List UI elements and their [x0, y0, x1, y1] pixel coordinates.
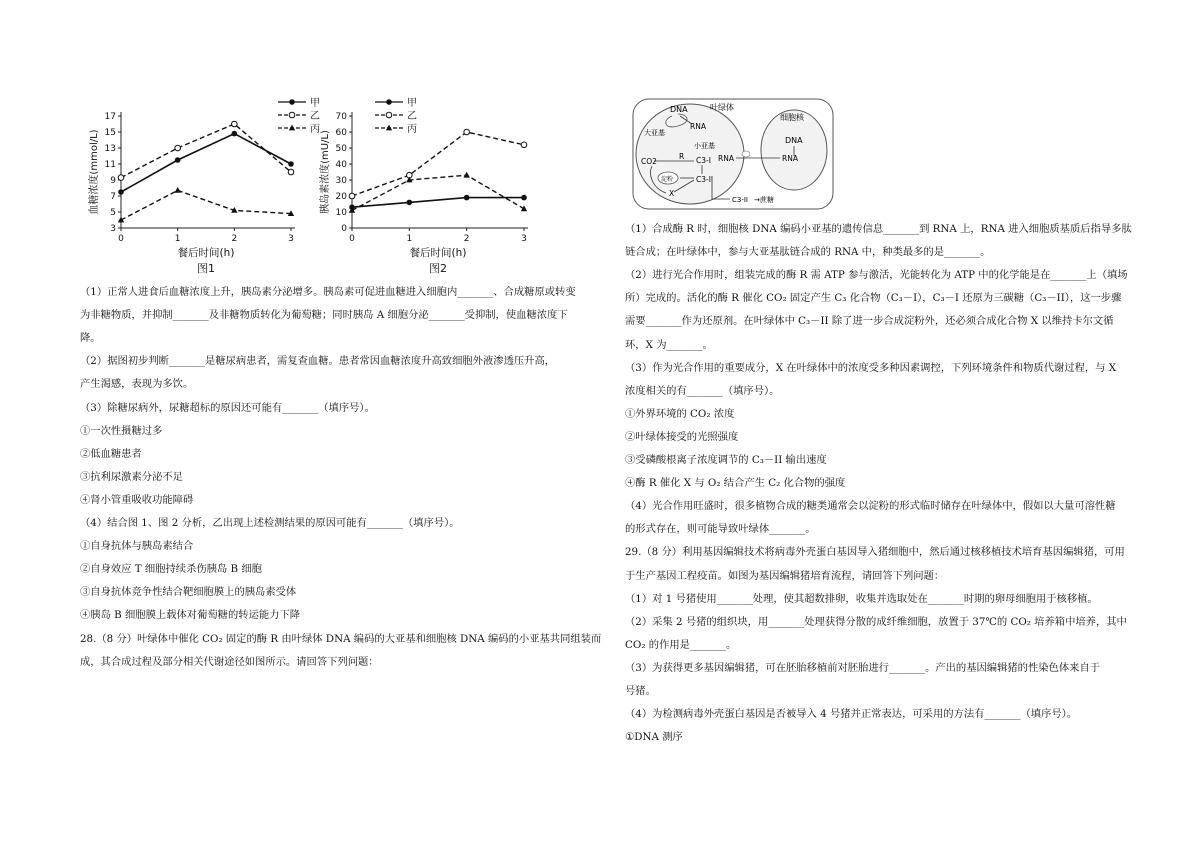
y-tick-label: 17 [104, 112, 116, 122]
series-line [121, 190, 291, 220]
legend-label: 乙 [407, 111, 417, 122]
data-point [521, 142, 527, 148]
chloroplast-dna-label: DNA [670, 105, 688, 114]
text-line: 的形式存在，则可能导致叶绿体_______。 [625, 523, 816, 536]
legend-label: 甲 [407, 98, 417, 109]
text-line: ①DNA 测序 [625, 731, 683, 744]
figure-label: 图1 [197, 262, 215, 275]
x-tick-label: 3 [521, 234, 527, 244]
data-point [521, 195, 527, 201]
y-tick-label: 11 [104, 160, 116, 170]
text-line: ②低血糖患者 [80, 447, 142, 460]
starch-label: 淀粉 [661, 176, 674, 183]
x-tick-label: 1 [406, 234, 413, 244]
text-line: （4）为检测病毒外壳蛋白基因是否被导入 4 号猪并正常表达，可采用的方法有_______（填序号）。 [625, 708, 1078, 721]
c3-ii-label: C3-II [696, 175, 714, 184]
data-point [288, 169, 294, 175]
series-line [352, 198, 524, 208]
x-tick-label: 3 [288, 234, 294, 244]
text-line: （2）进行光合作用时，组装完成的酶 R 需 ATP 参与激活，光能转化为 ATP 中的化学能是在_______上（填场 [625, 269, 1128, 282]
y-tick-label: 30 [335, 176, 347, 186]
nucleus-label: 细胞核 [780, 113, 804, 122]
text-line: ③抗利尿激素分泌不足 [80, 470, 183, 483]
sucrose-label: →蔗糖 [754, 196, 774, 204]
data-point [289, 125, 295, 131]
text-line: 于生产基因工程疫苗。如图为基因编辑猪培育流程，请回答下列问题： [625, 569, 945, 582]
text-line: 28.（8 分）叶绿体中催化 CO₂ 固定的酶 R 由叶绿体 DNA 编码的大亚基和细胞核 DNA 编码的小亚基共同组装而 [80, 632, 602, 645]
data-point [118, 189, 124, 195]
text-line: 号猪。 [625, 685, 656, 697]
small-subunit-label: 小亚基 [694, 142, 715, 150]
nucleus-rna-label: RNA [782, 154, 798, 163]
data-point [175, 145, 181, 151]
legend-label: 丙 [407, 124, 417, 135]
y-tick-label: 40 [335, 160, 347, 170]
text-line: （1）对 1 号猪使用_______处理，使其超数排卵，收集并选取处在_______时期的卵母细胞用于核移植。 [625, 592, 1098, 605]
text-line: ①外界环境的 CO₂ 浓度 [625, 407, 735, 420]
y-tick-label: 20 [335, 192, 347, 202]
text-line: ②叶绿体接受的光照强度 [625, 430, 739, 443]
text-line: ④胰岛 B 细胞膜上载体对葡萄糖的转运能力下降 [80, 609, 301, 622]
text-line: 成，其合成过程及部分相关代谢途径如图所示。请回答下列问题： [80, 655, 379, 668]
ribosome-shape [742, 151, 750, 157]
x-tick-label: 0 [118, 234, 124, 244]
text-line: （1）正常人进食后血糖浓度上升，胰岛素分泌增多。胰岛素可促进血糖进入细胞内_______、合成糖原或转变 [80, 286, 576, 298]
y-tick-label: 70 [335, 112, 347, 122]
y-tick-label: 13 [104, 144, 116, 154]
nucleus-dna-label: DNA [785, 136, 803, 145]
text-line: （2）据图初步判断_______是糖尿病患者，需复查血糖。患者常因血糖浓度升高致细胞外液渗透压升高， [80, 355, 556, 368]
y-tick-label: 5 [110, 208, 116, 218]
y-tick-label: 50 [335, 144, 347, 154]
data-point [118, 175, 124, 181]
text-line: ①一次性摄糖过多 [80, 424, 163, 437]
y-axis-label: 血糖浓度(mmol/L) [89, 129, 100, 215]
y-tick-label: 3 [110, 224, 116, 234]
x-tick-label: 0 [349, 234, 355, 244]
figure-2-insulin-chart [310, 92, 550, 282]
y-tick-label: 9 [110, 176, 116, 186]
c3-i-label: C3-I [696, 156, 711, 165]
y-tick-label: 0 [341, 224, 347, 234]
data-point [386, 125, 392, 131]
data-point [289, 99, 295, 105]
data-point [174, 187, 180, 193]
text-line: 需要_______作为还原剂。在叶绿体中 C₃－II 除了进一步合成淀粉外，还必须合成化合物 X 以维持卡尔文循 [625, 315, 1114, 328]
text-line: （3）除糖尿病外，尿糖超标的原因还可能有_______（填序号）。 [80, 401, 375, 414]
text-line: 环，X 为_______。 [625, 338, 713, 351]
data-point [407, 200, 413, 206]
series-line [121, 134, 291, 192]
data-point [289, 112, 295, 118]
data-point [232, 121, 238, 127]
data-point [232, 131, 238, 137]
data-point [386, 99, 392, 105]
text-line: CO₂ 的作用是_______。 [625, 638, 737, 651]
figure-1-blood-glucose-chart [80, 92, 320, 282]
co2-label: CO2 [641, 157, 657, 166]
enzyme-r-synthesis-diagram [632, 98, 834, 210]
text-line: （2）采集 2 号猪的组织块，用_______处理获得分散的成纤维细胞，放置于 37℃的 CO₂ 培养箱中培养，其中 [625, 615, 1127, 628]
text-line: ①自身抗体与胰岛素结合 [80, 540, 194, 553]
x-compound-label: X [669, 189, 675, 198]
text-line: 29.（8 分）利用基因编辑技术将病毒外壳蛋白基因导入猪细胞中，然后通过核移植技术培育基因编辑猪，可用 [625, 546, 1125, 559]
legend-label: 丙 [310, 124, 320, 135]
c3-ii-output-label: C3-II [732, 196, 748, 204]
text-line: （3）为获得更多基因编辑猪，可在胚胎移植前对胚胎进行_______。产出的基因编辑猪的性染色体来自于 [625, 661, 1101, 674]
text-line: 链合成；在叶绿体中，参与大亚基肽链合成的 RNA 中，种类最多的是_______。 [625, 246, 991, 259]
text-line: 为非糖物质，并抑制_______及非糖物质转化为葡萄糖；同时胰岛 A 细胞分泌_______受抑制，使血糖浓度下 [80, 309, 568, 322]
enzyme-r-label: R [679, 152, 685, 161]
data-point [464, 129, 470, 135]
legend-label: 甲 [310, 98, 320, 109]
figure-label: 图2 [429, 262, 447, 275]
data-point [175, 157, 181, 163]
text-line: 降。 [80, 332, 101, 345]
data-point [521, 205, 527, 211]
x-axis-label: 餐后时间(h) [177, 247, 235, 259]
chloroplast-rna-label: RNA [690, 122, 706, 131]
text-line: （3）作为光合作用的重要成分，X 在叶绿体中的浓度受多种因素调控，下列环境条件和物质代谢过程，与 X [625, 361, 1117, 374]
text-line: ③受磷酸根离子浓度调节的 C₃－II 输出速度 [625, 454, 827, 466]
data-point [349, 193, 355, 199]
y-tick-label: 60 [335, 128, 347, 138]
cytoplasm-rna-label: RNA [718, 154, 734, 163]
text-line: 浓度相关的有_______（填序号）。 [625, 384, 780, 397]
series-line [352, 132, 524, 196]
chloroplast-label: 叶绿体 [710, 103, 734, 112]
y-tick-label: 10 [335, 208, 347, 218]
text-line: ④酶 R 催化 X 与 O₂ 结合产生 C₂ 化合物的强度 [625, 477, 846, 490]
data-point [288, 161, 294, 167]
x-axis-label: 餐后时间(h) [409, 247, 467, 259]
text-line: （4）光合作用旺盛时，很多植物合成的糖类通常会以淀粉的形式临时储存在叶绿体中，假如以大量可溶性糖 [625, 500, 1116, 513]
data-point [386, 112, 392, 118]
text-line: 产生渴感，表现为多饮。 [80, 378, 194, 391]
text-line: ②自身效应 T 细胞持续杀伤胰岛 B 细胞 [80, 563, 262, 576]
y-axis-label: 胰岛素浓度(mU/L) [320, 130, 331, 214]
text-line: 所）完成的。活化的酶 R 催化 CO₂ 固定产生 C₃ 化合物（C₃－I），C₃－I 还原为三碳糖（C₃－II），这一步骤 [625, 292, 1122, 305]
y-tick-label: 15 [104, 128, 116, 138]
y-tick-label: 7 [110, 192, 116, 202]
text-line: （1）合成酶 R 时，细胞核 DNA 编码小亚基的遗传信息_______到 RNA 上，RNA 进入细胞质基质后指导多肽 [625, 223, 1132, 235]
x-tick-label: 2 [231, 234, 238, 244]
legend-label: 乙 [310, 111, 320, 122]
large-subunit-label: 大亚基 [644, 129, 665, 137]
x-tick-label: 2 [463, 234, 470, 244]
data-point [464, 195, 470, 201]
text-line: （4）结合图 1、图 2 分析，乙出现上述检测结果的原因可能有_______（填序号）。 [80, 517, 460, 529]
x-tick-label: 1 [174, 234, 181, 244]
text-line: ③自身抗体竞争性结合靶细胞膜上的胰岛素受体 [80, 586, 297, 599]
text-line: ④肾小管重吸收功能障碍 [80, 493, 194, 506]
